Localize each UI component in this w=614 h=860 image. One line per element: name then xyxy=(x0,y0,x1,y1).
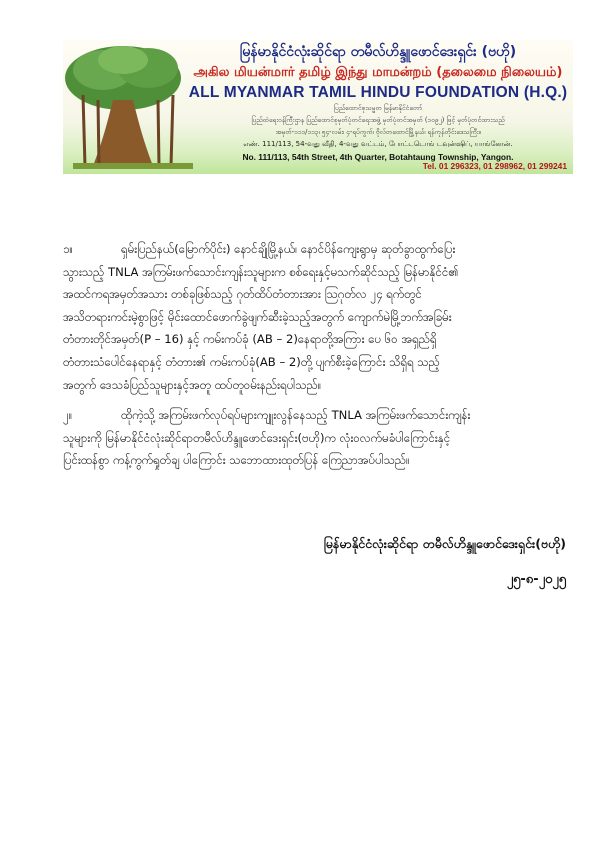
letterhead xyxy=(63,40,573,174)
signature-date: ၂၅-၈-၂၀၂၅ xyxy=(506,572,566,587)
paragraph-line: တံတားသံပေါင်နေရာနှင့် တံတား၏ ကမ်းကပ်ခုံ(AB – 2)တို့ ပျက်စီးခဲ့ကြောင်း သိရှိရ သည့် xyxy=(63,354,440,369)
paragraph-line: ရှမ်းပြည်နယ်(မြောက်ပိုင်း) နောင်ချိုမြို့နယ်၊ နောင်ပိန်ကျေးရွာမှ ဆုတ်ခွာထွက်ပြေး xyxy=(121,242,456,256)
signature-block xyxy=(324,536,566,590)
paragraph-line: ပြင်းထန်စွာ ကန့်ကွက်ရှုတ်ချ ပါကြောင်း သဘောထားထုတ်ပြန် ကြေညာအပ်ပါသည်။ xyxy=(63,453,410,468)
statement-body xyxy=(63,238,533,480)
letterhead-title-english: ALL MYANMAR TAMIL HINDU FOUNDATION (H.Q.) xyxy=(188,84,568,101)
letterhead-registration-line: ပြည်ထောင်စုသမ္မတ မြန်မာနိုင်ငံတော် xyxy=(333,104,423,112)
signature-organization: မြန်မာနိုင်ငံလုံးဆိုင်ရာ တမီလ်ဟိန္ဒူဖောင်ဒေးရှင်း(ဗဟို) xyxy=(323,536,566,551)
letterhead-telephone: Tel. 01 296323, 01 298962, 01 299241 xyxy=(422,161,567,171)
letterhead-title-tamil: அகில மியன்மார் தமிழ் இந்து மாமன்றம் (தலைமை நிலையம்) xyxy=(193,65,563,80)
paragraph-line: သူများကို မြန်မာနိုင်ငံလုံးဆိုင်ရာတမီလ်ဟိန္ဒူဖောင်ဒေးရှင်း(ဗဟို)က လုံးဝလက်မခံပါကြောင်းနှင့် xyxy=(63,430,451,445)
paragraph-2 xyxy=(63,404,533,472)
letterhead-address-myanmar: အမှတ်-၁၁၁/၁၁၃၊ ၅၄-လမ်း၊ ၄-ရပ်ကွက်၊ ဗိုလ်တထောင်မြို့နယ်၊ ရန်ကုန်တိုင်းဒေသကြီး။ xyxy=(275,128,481,136)
letterhead-title-myanmar: မြန်မာနိုင်ငံလုံးဆိုင်ရာ တမီလ်ဟိန္ဒူဖောင်ဒေးရှင်း (ဗဟို) xyxy=(239,44,517,60)
letterhead-address-tamil: எண். 111/113, 54-வது வீதி, 4-வது வட்டம், போட்டடொங் டவுன்ஷிப், யாங்கோன். xyxy=(243,140,513,148)
paragraph-number: ၂။ xyxy=(63,408,73,423)
letterhead-registration-note: ပြည်ထဲရေးဝန်ကြီးဌာန ပြည်ထောင်စုမှတ်ပုံတင်ရေးအဖွဲ့ မှတ်ပုံတင်အမှတ် (၁၀၉၂) ဖြင့် မှတ်ပုံတင်ထားသည် xyxy=(251,116,505,124)
letterhead-address-english: No. 111/113, 54th Street, 4th Quarter, Botahtaung Township, Yangon. xyxy=(242,152,514,162)
paragraph-1 xyxy=(63,238,533,396)
paragraph-number: ၁။ xyxy=(63,242,74,256)
paragraph-line: အထင်ကရအမှတ်အသား တစ်ခုဖြစ်သည့် ဂုတ်ထိပ်တံတားအား ဩဂုတ်လ ၂၄ ရက်တွင် xyxy=(63,287,422,302)
paragraph-line: အသိတရားကင်းမဲ့စွာဖြင့် မိုင်းထောင်ဖောက်ခွဲဖျက်ဆီးခဲ့သည့်အတွက် ကျောက်မဲမြို့ဘက်အခြမ်း xyxy=(63,309,452,324)
paragraph-line: တံတားတိုင်အမှတ်(P – 16) နှင့် ကမ်းကပ်ခုံ (AB – 2)နေရာတို့အကြား ပေ ၆၀ အရှည်ရှိ xyxy=(63,332,437,347)
paragraph-line: အတွက် ဒေသခံပြည်သူများနှင့်အတူ ထပ်တူဝမ်းနည်းရပါသည်။ xyxy=(63,377,322,392)
paragraph-line: သွားသည့် TNLA အကြမ်းဖက်သောင်းကျန်းသူများက စစ်ရေးနှင့်မသက်ဆိုင်သည့် မြန်မာနိုင်ငံ၏ xyxy=(63,264,459,279)
paragraph-line: ထိုကဲ့သို့ အကြမ်းဖက်လုပ်ရပ်များကျူးလွန်နေသည့် TNLA အကြမ်းဖက်သောင်းကျန်း xyxy=(121,408,471,423)
